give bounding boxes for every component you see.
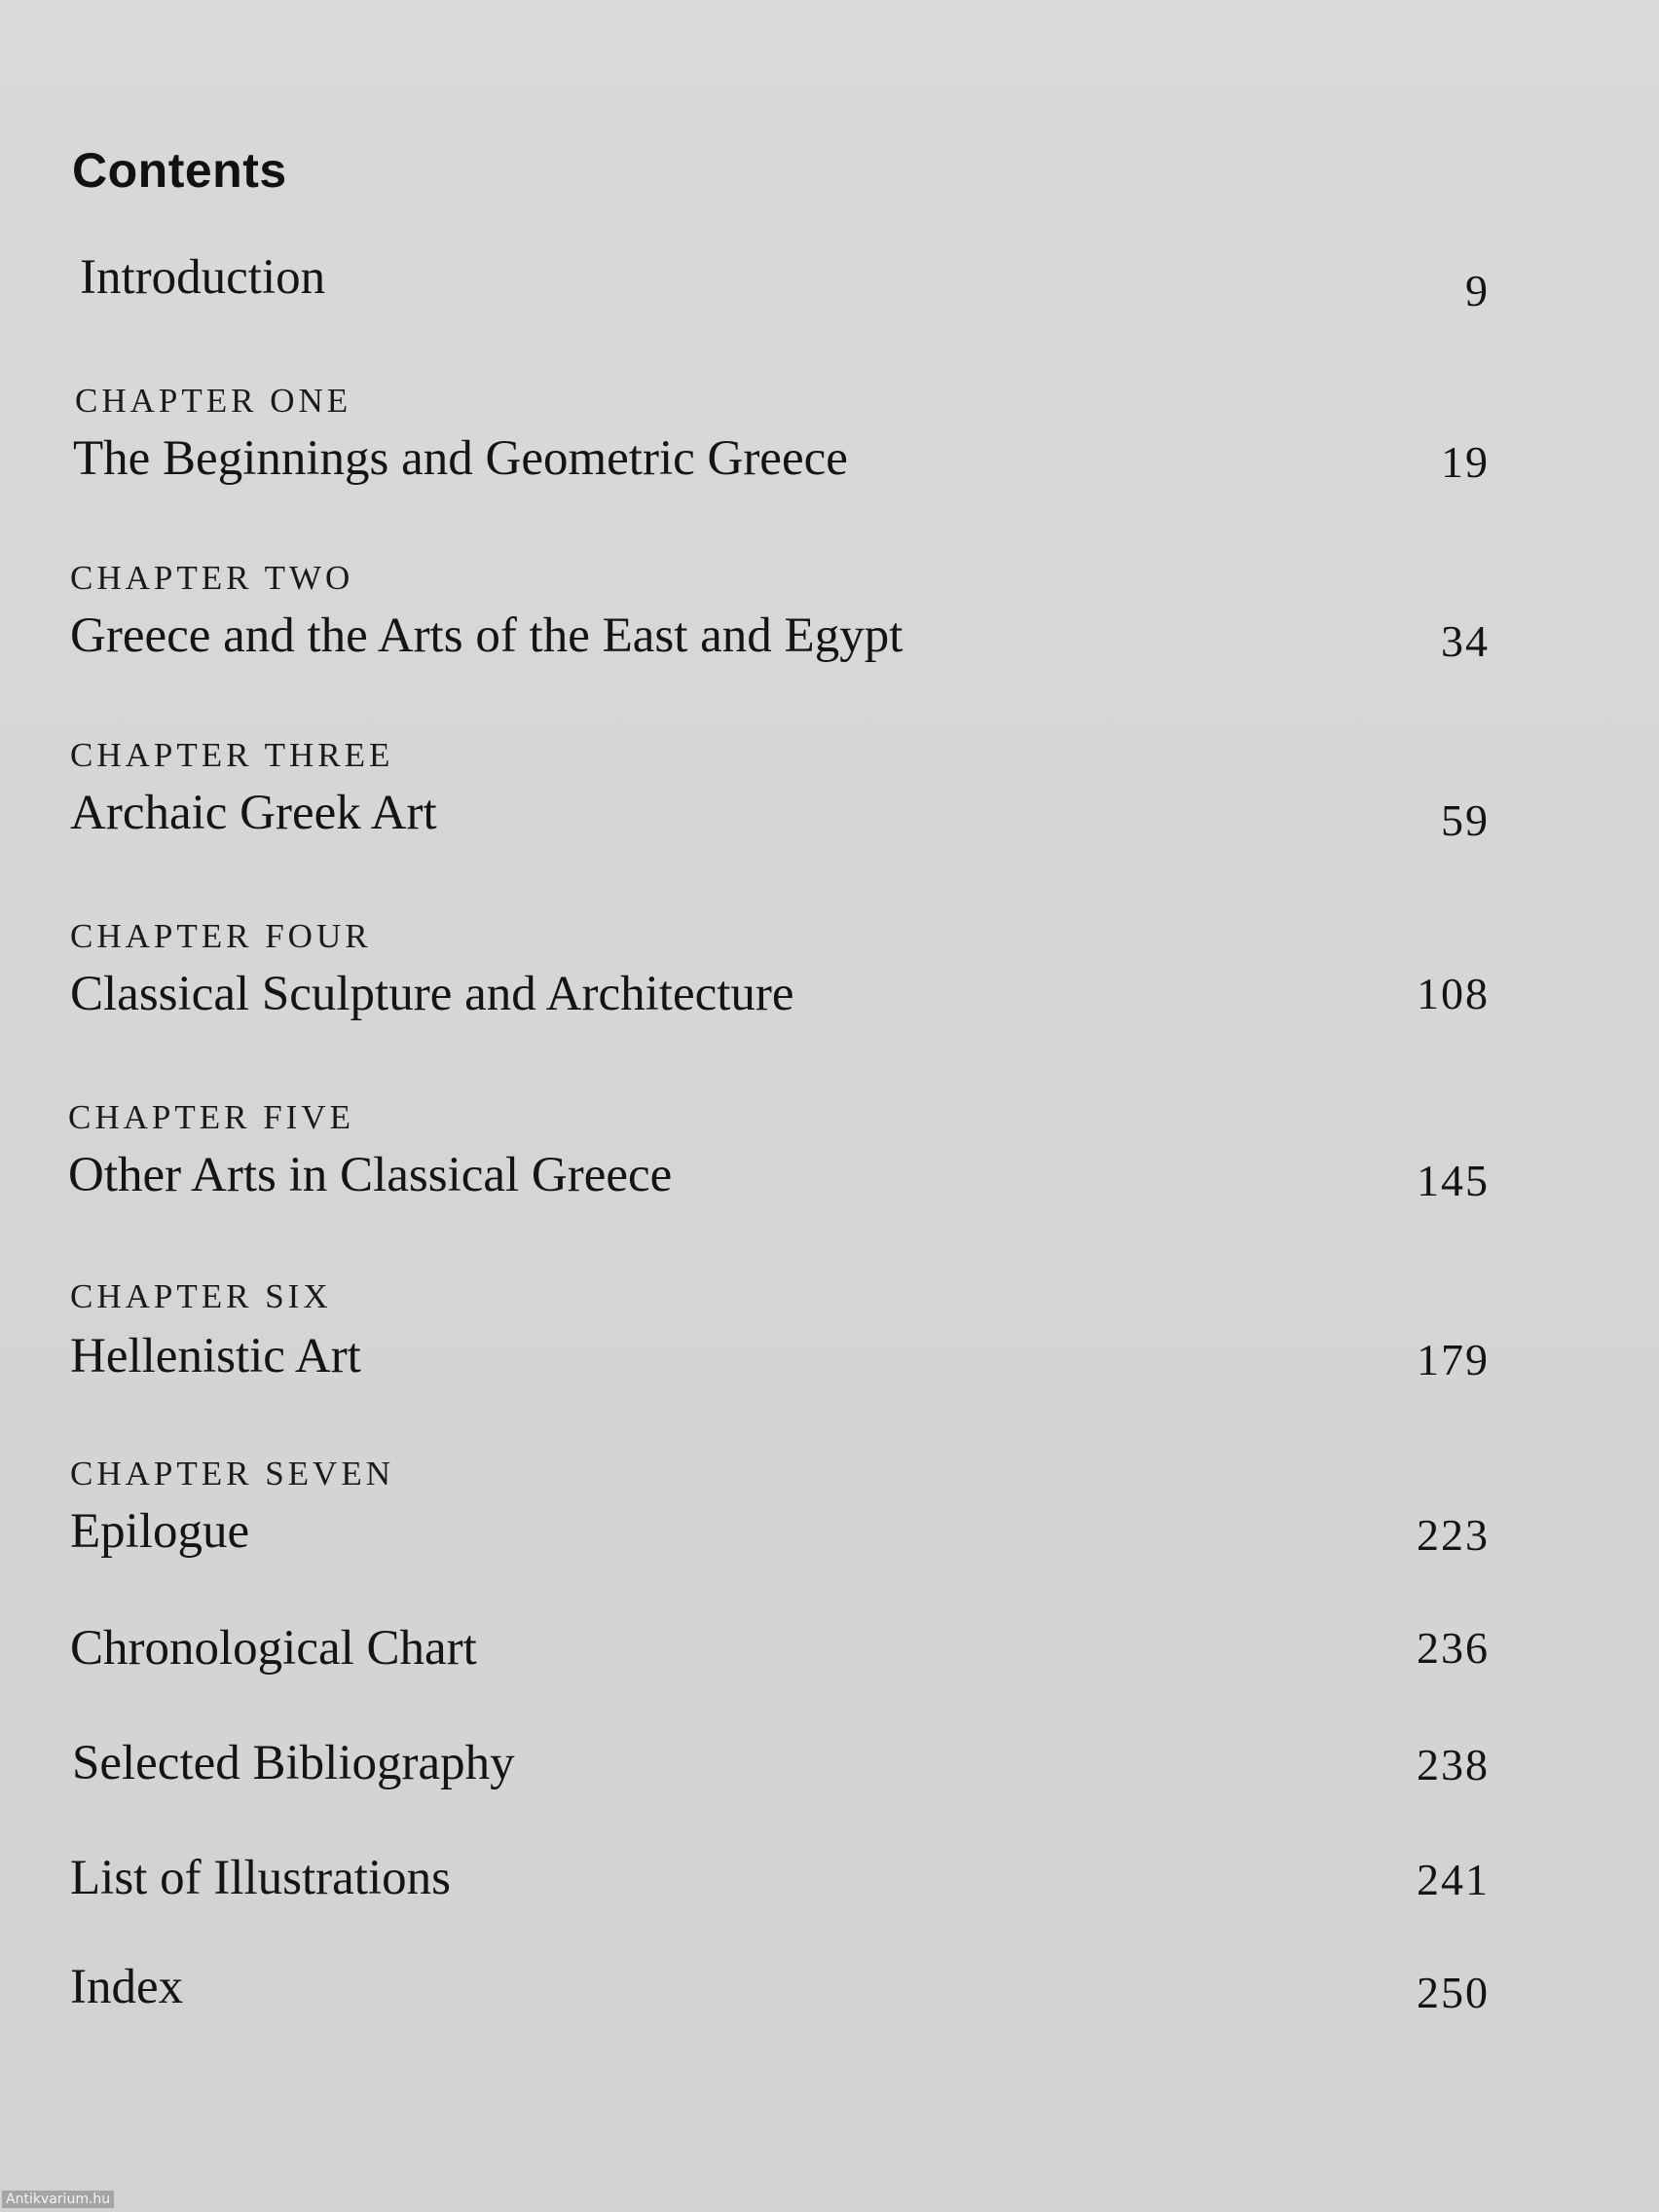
entry-title: Introduction bbox=[80, 250, 326, 305]
entry-title: Other Arts in Classical Greece bbox=[68, 1148, 673, 1202]
chapter-label: CHAPTER FOUR bbox=[70, 917, 372, 955]
page-number: 250 bbox=[1417, 1968, 1490, 2017]
page-number: 108 bbox=[1417, 969, 1490, 1018]
page-number: 59 bbox=[1441, 795, 1490, 845]
page-number: 223 bbox=[1417, 1510, 1490, 1560]
entry-title: List of Illustrations bbox=[70, 1851, 451, 1905]
chapter-label: CHAPTER SIX bbox=[70, 1277, 332, 1315]
entry-title: The Beginnings and Geometric Greece bbox=[73, 431, 848, 486]
page-number: 236 bbox=[1417, 1623, 1490, 1673]
chapter-label: CHAPTER THREE bbox=[70, 736, 394, 774]
page-number: 179 bbox=[1417, 1335, 1490, 1384]
chapter-label: CHAPTER FIVE bbox=[68, 1098, 354, 1136]
entry-title: Epilogue bbox=[70, 1504, 250, 1559]
entry-title: Selected Bibliography bbox=[72, 1736, 515, 1790]
page-number: 238 bbox=[1417, 1740, 1490, 1789]
entry-title: Chronological Chart bbox=[70, 1621, 477, 1676]
page-number: 241 bbox=[1417, 1855, 1490, 1904]
page-number: 34 bbox=[1441, 616, 1490, 666]
entry-title: Greece and the Arts of the East and Egypt bbox=[70, 608, 903, 663]
entry-title: Index bbox=[70, 1960, 184, 2014]
chapter-label: CHAPTER ONE bbox=[75, 382, 352, 420]
watermark: Antikvarium.hu bbox=[2, 2191, 114, 2208]
page-number: 9 bbox=[1465, 266, 1490, 315]
page-number: 19 bbox=[1441, 437, 1490, 487]
entry-title: Hellenistic Art bbox=[70, 1329, 361, 1383]
entry-title: Archaic Greek Art bbox=[70, 786, 437, 840]
chapter-label: CHAPTER TWO bbox=[70, 559, 354, 597]
page-number: 145 bbox=[1417, 1156, 1490, 1205]
chapter-label: CHAPTER SEVEN bbox=[70, 1455, 394, 1493]
page-title: Contents bbox=[72, 143, 287, 198]
entry-title: Classical Sculpture and Architecture bbox=[70, 967, 794, 1021]
